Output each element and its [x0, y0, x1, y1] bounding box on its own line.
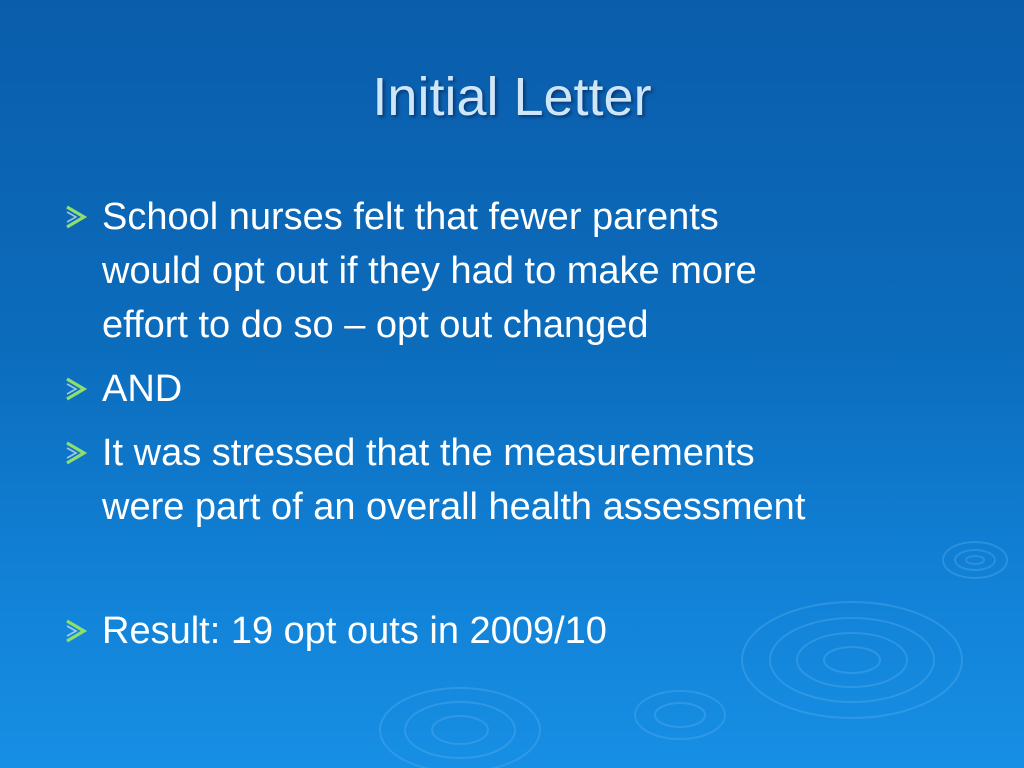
arrow-bullet-icon [64, 204, 88, 230]
bullet-text-line: AND [102, 368, 183, 410]
bullet-text-line: effort to do so – opt out changed [102, 304, 649, 346]
arrow-bullet-icon [64, 618, 88, 644]
bullet-text-line: It was stressed that the measurements [102, 432, 755, 474]
slide-title: Initial Letter [372, 67, 652, 127]
bullet-item [60, 426, 960, 534]
bullet-text-line: were part of an overall health assessment [102, 486, 806, 528]
bullet-item [60, 190, 960, 352]
bullet-text-line: School nurses felt that fewer parents [102, 196, 719, 238]
bullet-item [60, 604, 960, 658]
bullet-list [60, 190, 960, 658]
bullet-item [60, 362, 960, 416]
arrow-bullet-icon [64, 440, 88, 466]
bullet-text-line: would opt out if they had to make more [102, 250, 757, 292]
arrow-bullet-icon [64, 376, 88, 402]
bullet-text-line: Result: 19 opt outs in 2009/10 [102, 610, 607, 652]
